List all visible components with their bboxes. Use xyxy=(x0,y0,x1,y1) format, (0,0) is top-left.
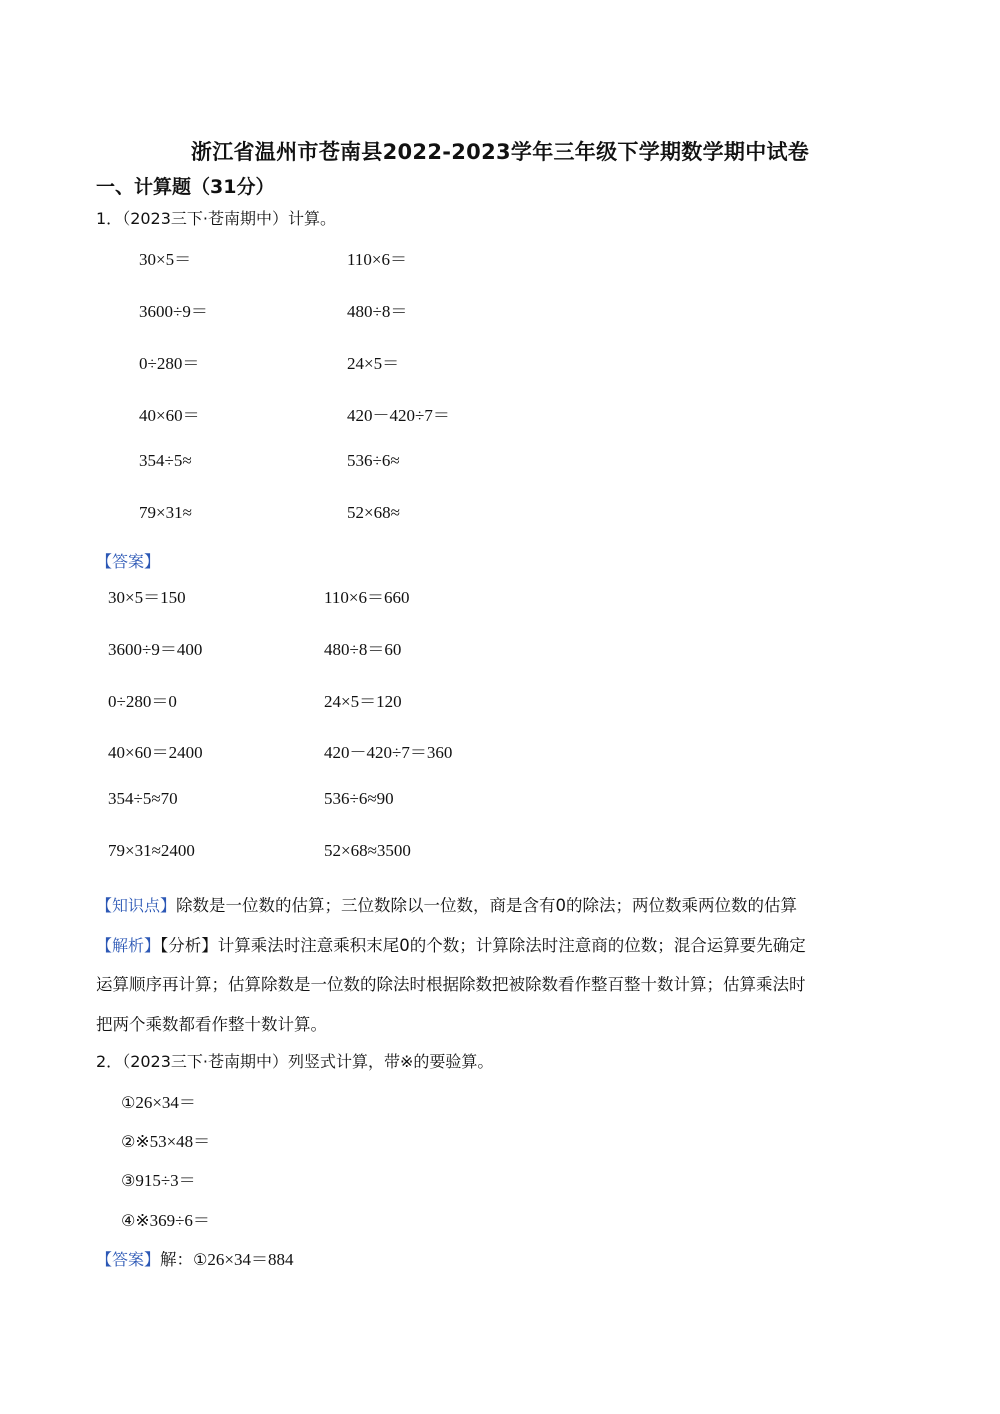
q1-answer-left-1: 30×5＝150 xyxy=(108,588,186,607)
q1-analysis-line-2: 运算顺序再计算；估算除数是一位数的除法时根据除数把被除数看作整百整十数计算；估算乘法时 xyxy=(96,975,806,994)
q1-answer-right-3: 24×5＝120 xyxy=(324,692,402,711)
question-source: （2023三下·苍南期中） xyxy=(122,1052,288,1071)
q2-item-3 xyxy=(121,1166,196,1191)
q2-answer-line xyxy=(96,1245,293,1270)
question-number: 2． xyxy=(96,1052,123,1071)
question-number: 1． xyxy=(96,209,123,228)
q1-answer-left-3: 0÷280＝0 xyxy=(108,692,177,711)
question-prompt: 计算。 xyxy=(288,209,337,228)
q1-knowledge-line xyxy=(96,892,797,916)
q1-expr-right-3: 24×5＝ xyxy=(347,354,400,373)
q1-answer-right-4: 420－420÷7＝360 xyxy=(324,743,453,762)
q1-answer-tag: 【答案】 xyxy=(96,552,161,571)
section-heading: 一、计算题（31分） xyxy=(96,176,275,198)
q1-analysis-line-1 xyxy=(96,932,806,956)
circled-number-icon: ③ xyxy=(121,1171,136,1190)
q2-item-4 xyxy=(121,1206,210,1231)
q2-item-2 xyxy=(121,1127,210,1152)
knowledge-tag: 【知识点】 xyxy=(96,896,177,915)
q1-expr-left-3: 0÷280＝ xyxy=(139,354,200,373)
q1-expr-right-5: 536÷6≈ xyxy=(347,451,400,470)
page-title: 浙江省温州市苍南县2022-2023学年三年级下学期数学期中试卷 xyxy=(190,140,810,164)
q2-item-expr: ※369÷6＝ xyxy=(135,1211,210,1230)
q1-answer-left-2: 3600÷9＝400 xyxy=(108,640,203,659)
q1-expr-right-6: 52×68≈ xyxy=(347,503,400,522)
question-2-header xyxy=(96,1049,493,1072)
circled-number-icon: ① xyxy=(121,1093,136,1112)
analysis-text-1: 【分析】计算乘法时注意乘积末尾0的个数；计算除法时注意商的位数；混合运算要先确定 xyxy=(160,936,806,955)
q1-answer-right-5: 536÷6≈90 xyxy=(324,789,394,808)
q1-analysis-line-3: 把两个乘数都看作整十数计算。 xyxy=(96,1015,327,1034)
q1-answer-right-6: 52×68≈3500 xyxy=(324,841,411,860)
q2-item-expr: 26×34＝ xyxy=(135,1093,196,1112)
question-1-header xyxy=(96,206,336,229)
q1-answer-left-6: 79×31≈2400 xyxy=(108,841,195,860)
analysis-tag: 【解析】 xyxy=(96,936,161,955)
q1-expr-right-4: 420－420÷7＝ xyxy=(347,406,450,425)
q1-answer-left-4: 40×60＝2400 xyxy=(108,743,203,762)
circled-number-icon: ① xyxy=(193,1250,208,1269)
q2-item-expr: ※53×48＝ xyxy=(135,1132,211,1151)
q2-item-1 xyxy=(121,1088,196,1113)
q1-expr-left-5: 354÷5≈ xyxy=(139,451,192,470)
q1-expr-right-2: 480÷8＝ xyxy=(347,302,408,321)
circled-number-icon: ④ xyxy=(121,1211,136,1230)
q1-answer-right-2: 480÷8＝60 xyxy=(324,640,402,659)
circled-number-icon: ② xyxy=(121,1132,136,1151)
q1-expr-left-2: 3600÷9＝ xyxy=(139,302,208,321)
answer-lead: 解： xyxy=(160,1250,194,1269)
q2-answer-tag: 【答案】 xyxy=(96,1250,161,1269)
q1-expr-left-4: 40×60＝ xyxy=(139,406,200,425)
q1-expr-left-6: 79×31≈ xyxy=(139,503,192,522)
answer-expr: 26×34＝884 xyxy=(207,1250,294,1269)
q1-answer-left-5: 354÷5≈70 xyxy=(108,789,178,808)
q1-expr-right-1: 110×6＝ xyxy=(347,250,407,269)
knowledge-text: 除数是一位数的估算；三位数除以一位数，商是含有0的除法；两位数乘两位数的估算 xyxy=(176,896,798,915)
q2-item-expr: 915÷3＝ xyxy=(135,1171,196,1190)
question-source: （2023三下·苍南期中） xyxy=(122,209,288,228)
q1-expr-left-1: 30×5＝ xyxy=(139,250,192,269)
question-prompt: 列竖式计算，带※的要验算。 xyxy=(288,1052,494,1071)
q1-answer-right-1: 110×6＝660 xyxy=(324,588,410,607)
